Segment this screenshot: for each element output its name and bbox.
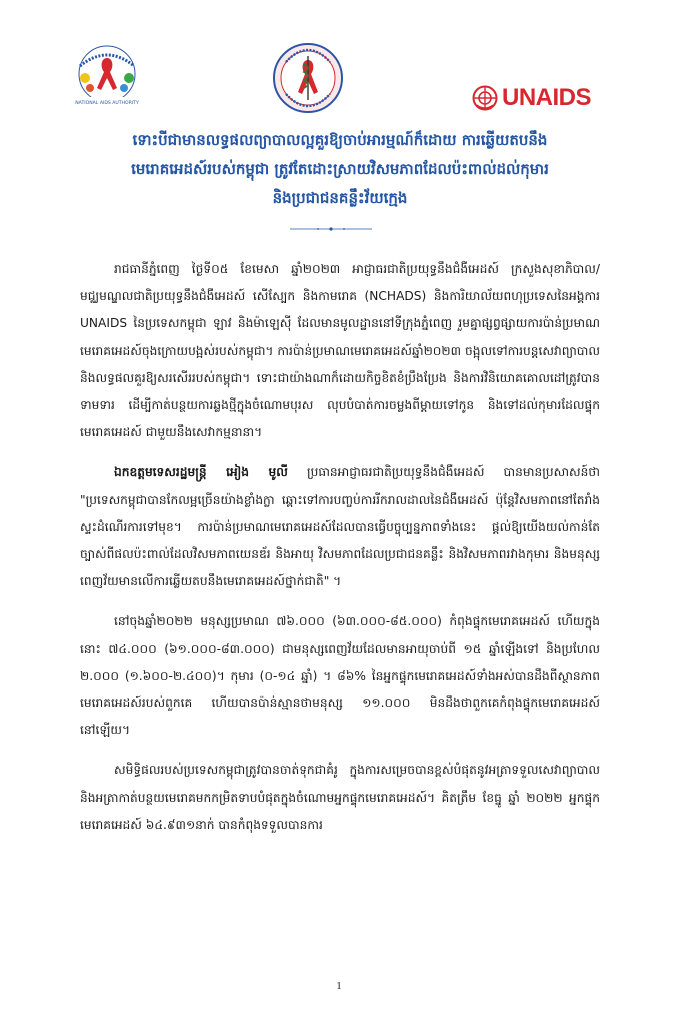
paragraph-statistics: នៅចុងឆ្នាំ២០២២ មនុស្សប្រមាណ ៧៦.០០០ (៦៣.០០០-៨៥.០០០) កំពុងផ្ទុកមេរោគអេដស៍ ហើយក្នុងនោះ ៧៤.០០០ (៦១.០០០-៨៣.០០០) ជាមនុស្សពេញវ័យដែលមានអាយុចាប់ពី ១៥ ឆ្នាំឡើងទៅ និងប្រហែល ២.០០០ (១.៦០០-២.៤០០)។ កុមារ (០-១៤ ឆ្នាំ) ។ ៨៦% នៃអ្នកផ្ទុកមេរោគអេដស៍ទាំងអស់បានដឹងពីស្ថានភាពមេរោគអេដស៍របស់ពួកគេ ហើយបានប៉ាន់ស្មានថាមនុស្ស ១១.០០០ មិនដឹងថាពួកគេកំពុងផ្ទុកមេរោគអេដស៍នៅឡើយ។ (80, 614, 600, 738)
nac-logo-text: NATIONAL AIDS AUTHORITY (75, 101, 139, 106)
title-line-2: មេរោគអេដស៍របស់កម្ពុជា ត្រូវតែដោះស្រាយវិសមភាពដែលប៉ះពាល់ដល់កុមារ (131, 160, 549, 178)
header-logos (0, 38, 678, 118)
nchads-logo (268, 40, 348, 116)
unaids-logo (472, 84, 591, 112)
page-number: 1 (336, 980, 342, 992)
national-aids-authority-logo (70, 42, 144, 112)
title-line-3: និងប្រជាជនគន្លឹះវ័យក្មេង (272, 189, 408, 207)
paragraph-quote-text: ប្រធានអាជ្ញាធរជាតិប្រយុទ្ធនឹងជំងឺអេដស៍ បានមានប្រសាសន៍ថា "ប្រទេសកម្ពុជាបានកែលម្អច្រើនយ៉ាងខ្លាំងក្លា ឆ្ពោះទៅការបញ្ចប់ការរីករាលដាលនៃជំងឺអេដស៍ ប៉ុន្តែវិសមភាពនៅតែរាំងស្ទះដំណើរការទៅមុខ។ ការប៉ាន់ប្រមាណមេរោគអេដស៍ដែលបានធ្វើបច្ចុប្បន្នភាពទាំងនេះ ផ្តល់ឱ្យយើងយល់កាន់តែច្បាស់ពីផលប៉ះពាល់ដែលវិសមភាពយេនឌ័រ និងអាយុ វិសមភាពដែលប្រជាជនគន្លឹះ និងវិសមភាពរវាងកុមារ និងមនុស្សពេញវ័យមានលើការឆ្លើយតបនឹងមេរោគអេដស៍ថ្នាក់ជាតិ" ។ (80, 465, 600, 589)
title-divider (288, 226, 374, 232)
title-line-1: ទោះបីជាមានលទ្ធផលព្យាបាលល្អគួរឱ្យចាប់អារម្មណ៍ក៏ដោយ ការឆ្លើយតបនឹង (132, 131, 548, 149)
document-title (70, 126, 610, 213)
unaids-wordmark: UNAIDS (502, 84, 592, 111)
document-body (80, 256, 600, 852)
un-emblem-icon (472, 85, 498, 111)
paragraph-achievements: សមិទ្ធិផលរបស់ប្រទេសកម្ពុជាត្រូវបានចាត់ទុកជាគំរូ ក្នុងការសម្រេចបានខ្ពស់បំផុតនូវអត្រាទទួលសេវាព្យាបាល និងអត្រាកាត់បន្ថយមេរោគមកកម្រិតទាបបំផុតក្នុងចំណោមអ្នកផ្ទុកមេរោគអេដស៍។ គិតត្រឹម ខែធ្នូ ឆ្នាំ ២០២២ អ្នកផ្ទុកមេរោគអេដស៍ ៦៤.៩៣១នាក់ បានកំពុងទទួលបានការ (80, 763, 600, 832)
paragraph-quote (80, 459, 600, 595)
paragraph-quote-speaker: ឯកឧត្តមទេសរដ្ឋមន្ត្រី អៀង មូលី (114, 465, 288, 480)
paragraph-intro: រាជធានីភ្នំពេញ ថ្ងៃទី០៥ ខែមេសា ឆ្នាំ២០២៣ អាជ្ញាធរជាតិប្រយុទ្ធនឹងជំងឺអេដស៍ ក្រសួងសុខាភិបាល/មជ្ឈមណ្ឌលជាតិប្រយុទ្ធនឹងជំងឺអេដស៍ សើស្បែក និងកាមរោគ (NCHADS) និងការិយាល័យពហុប្រទេសនៃអង្គការ UNAIDS នៃប្រទេសកម្ពុជា ឡាវ និងម៉ាឡេស៊ី ដែលមានមូលដ្ឋាននៅទីក្រុងភ្នំពេញ រួមគ្នាផ្សព្វផ្សាយការប៉ាន់ប្រមាណមេរោគអេដស៍ចុងក្រោយបង្អស់របស់កម្ពុជា។ ការប៉ាន់ប្រមាណមេរោគអេដស៍ឆ្នាំ២០២៣ ចង្អុលទៅការបន្តសេវាព្យាបាល និងលទ្ធផលគួរឱ្យសរសើររបស់កម្ពុជា។ ទោះជាយ៉ាងណាក៏ដោយកិច្ចខិតខំប្រឹងប្រែង និងការវិនិយោគគោលដៅត្រូវបានទាមទារ ដើម្បីកាត់បន្ថយការឆ្លងថ្មីក្នុងចំណោមបុរស លុបបំបាត់ការចម្លងពីម្តាយទៅកូន និងទៅដល់កុមារដែលផ្ទុកមេរោគអេដស៍ ជាមួយនឹងសេវាកម្មនានា។ (80, 262, 600, 440)
